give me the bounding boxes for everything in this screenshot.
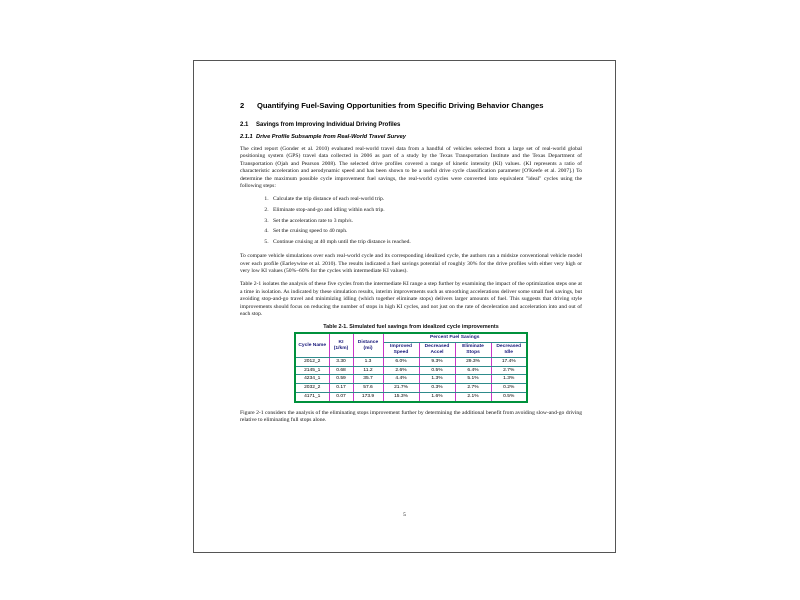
table-cell: 9.3% <box>419 357 455 366</box>
table-cell: 0.3% <box>419 384 455 393</box>
chapter-number: 2 <box>240 101 245 110</box>
table-cell: 0.07 <box>329 393 353 402</box>
chapter-heading <box>240 101 582 111</box>
table-header-row <box>295 333 527 342</box>
table-cell: 57.6 <box>353 384 383 393</box>
table-row <box>295 357 527 366</box>
table-cell: 1.3% <box>491 375 527 384</box>
paragraph-intro: The cited report (Gonder et al. 2010) evaluated real-world travel data from a handful of vehicles selected from a large set of real-world global positioning system (GPS) travel data collected in 2006 as part of a study by the Texas Transportation Institute and the Texas Department of Transportation (Ojah and Pearson 2008). The selected drive profiles covered a range of kinetic intensity (KI) values. (KI represents a ratio of characteristic acceleration and aerodynamic speed and has been shown to be a useful drive cycle classification parameter [O'Keefe et al. 2007].) To determine the maximum possible cycle improvement fuel savings, the real-world cycles were converted into equivalent "ideal" cycles using the following steps: <box>240 146 582 190</box>
list-item: 4. Set the cruising speed to 40 mph. <box>270 228 582 235</box>
table-cell: 0.68 <box>329 366 353 375</box>
table-cell: 6.4% <box>455 366 491 375</box>
table-cell: 1.3 <box>353 357 383 366</box>
table-cell: 17.4% <box>491 357 527 366</box>
table-row <box>295 384 527 393</box>
table-header-improved-speed: Improved Speed <box>383 343 419 358</box>
table-cell: 1.3% <box>419 375 455 384</box>
list-item: 2. Eliminate stop-and-go and idling within each trip. <box>270 207 582 214</box>
table-cell: 2032_2 <box>295 384 329 393</box>
subsection-number: 2.1.1 <box>240 134 253 140</box>
table-cell: 2.6% <box>383 366 419 375</box>
table-cell: 4171_1 <box>295 393 329 402</box>
section-number: 2.1 <box>240 121 249 128</box>
table-cell: 5.1% <box>455 375 491 384</box>
idealized-cycle-steps-list <box>240 196 582 246</box>
table-header-percent-fuel-savings: Percent Fuel Savings <box>383 333 527 342</box>
table-cell: 11.2 <box>353 366 383 375</box>
table-cell: 2.7% <box>455 384 491 393</box>
page-content <box>240 101 582 431</box>
paragraph-table-discussion: Table 2-1 isolates the analysis of these five cycles from the intermediate KI range a step further by examining the impact of the optimization steps one at a time in isolation. As indicated by these simulation results, interim improvements such as smoothing accelerations deliver some small fuel savings, but avoiding stop-and-go travel and minimizing idling (which together eliminate stops) delivers larger amounts of fuel. This suggests that driving style improvements should focus on reducing the number of stops in high KI cycles, and not just on the rate of deceleration and acceleration into and out of each stop. <box>240 281 582 318</box>
table-header-eliminate-stops: Eliminate Stops <box>455 343 491 358</box>
document-page <box>193 60 616 553</box>
table-header-decreased-idle: Decreased Idle <box>491 343 527 358</box>
table-cell: 173.9 <box>353 393 383 402</box>
table-cell: 15.3% <box>383 393 419 402</box>
table-cell: 0.5% <box>419 366 455 375</box>
subsection-heading <box>240 134 582 141</box>
table-header-ki: KI (1/km) <box>329 333 353 357</box>
table-cell: 6.0% <box>383 357 419 366</box>
subsection-title: Drive Profile Subsample from Real-World Travel Survey <box>256 134 406 140</box>
paragraph-comparison: To compare vehicle simulations over each real-world cycle and its corresponding idealized cycle, the authors ran a midsize conventional vehicle model over each profile (Earleywine et al. 2010). The results indicated a fuel savings potential of roughly 30% for the drive profiles with either very high or very low KI values (50%–60% for the cycles with intermediate KI values). <box>240 253 582 275</box>
list-item: 3. Set the acceleration rate to 3 mph/s. <box>270 218 582 225</box>
chapter-title: Quantifying Fuel-Saving Opportunities from Specific Driving Behavior Changes <box>257 101 544 110</box>
paragraph-figure-reference: Figure 2-1 considers the analysis of the eliminating stops improvement further by determining the additional benefit from avoiding slow-and-go driving relative to eliminating full stops alone. <box>240 409 582 424</box>
table-cell: 35.7 <box>353 375 383 384</box>
list-item: 1. Calculate the trip distance of each real-world trip. <box>270 196 582 203</box>
table-cell: 4.4% <box>383 375 419 384</box>
section-title: Savings from Improving Individual Driving Profiles <box>256 121 401 128</box>
table-cell: 0.17 <box>329 384 353 393</box>
fuel-savings-table <box>294 332 528 402</box>
page-number: 5 <box>403 512 406 518</box>
table-cell: 2.7% <box>491 366 527 375</box>
table-cell: 0.2% <box>491 384 527 393</box>
table-cell: 4234_1 <box>295 375 329 384</box>
list-item: 5. Continue cruising at 40 mph until the trip distance is reached. <box>270 239 582 246</box>
table-cell: 0.59 <box>329 375 353 384</box>
table-header-cycle-name: Cycle Name <box>295 333 329 357</box>
table-cell: 2.1% <box>455 393 491 402</box>
table-cell: 2012_2 <box>295 357 329 366</box>
section-heading <box>240 122 582 130</box>
table-header-distance: Distance (mi) <box>353 333 383 357</box>
table-row <box>295 393 527 402</box>
table-header-decreased-accel: Decreased Accel <box>419 343 455 358</box>
table-row <box>295 375 527 384</box>
table-row <box>295 366 527 375</box>
table-cell: 0.5% <box>491 393 527 402</box>
table-cell: 1.6% <box>419 393 455 402</box>
table-cell: 21.7% <box>383 384 419 393</box>
table-cell: 3.30 <box>329 357 353 366</box>
table-cell: 29.3% <box>455 357 491 366</box>
table-caption: Table 2-1. Simulated fuel savings from idealized cycle improvements <box>323 324 499 331</box>
table-cell: 2145_1 <box>295 366 329 375</box>
